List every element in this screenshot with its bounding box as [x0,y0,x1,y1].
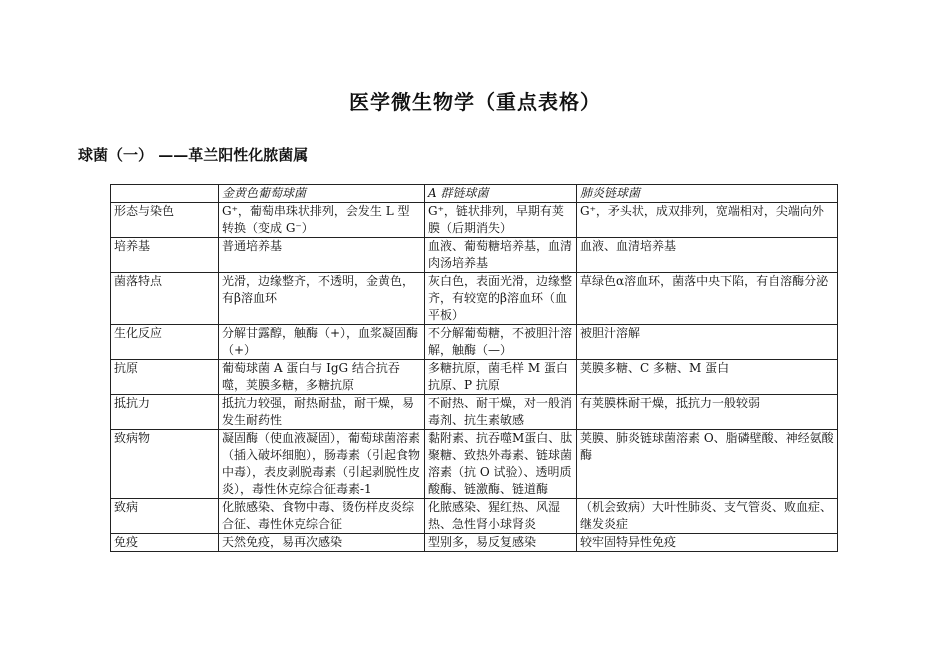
table-cell: 分解甘露醇，触酶（+），血浆凝固酶（+） [219,325,425,360]
table-cell: 草绿色α溶血环，菌落中央下陷，有自溶酶分泌 [577,273,838,325]
table-cell: 较牢固特异性免疫 [577,534,838,552]
table-row [111,238,838,273]
table-cell: 不分解葡萄糖，不被胆汁溶解，触酶（—） [425,325,577,360]
table-cell: G⁺，葡萄串珠状排列，会发生 L 型转换（变成 G⁻） [219,203,425,238]
header-cell: 金黄色葡萄球菌 [219,185,425,203]
table-cell: 不耐热、耐干燥，对一般消毒剂、抗生素敏感 [425,395,577,430]
row-label: 致病 [111,499,219,534]
table-cell: 荚膜、肺炎链球菌溶素 O、脂磷壁酸、神经氨酸酶 [577,430,838,499]
table-cell: 光滑，边缘整齐，不透明，金黄色，有β溶血环 [219,273,425,325]
table-cell: 型别多，易反复感染 [425,534,577,552]
row-label: 生化反应 [111,325,219,360]
table-row [111,395,838,430]
table-cell: 抵抗力较强，耐热耐盐，耐干燥，易发生耐药性 [219,395,425,430]
table-cell: G⁺，链状排列，早期有荚膜（后期消失） [425,203,577,238]
table-cell: 化脓感染、猩红热、风湿热、急性肾小球肾炎 [425,499,577,534]
table-cell: （机会致病）大叶性肺炎、支气管炎、败血症、继发炎症 [577,499,838,534]
table-header-row [111,185,838,203]
table-cell: 被胆汁溶解 [577,325,838,360]
table-cell: 血液、血清培养基 [577,238,838,273]
table-cell: 血液、葡萄糖培养基，血清肉汤培养基 [425,238,577,273]
section-heading: 球菌（一） ——革兰阳性化脓菌属 [78,146,309,164]
row-label: 形态与染色 [111,203,219,238]
comparison-table [110,184,838,552]
table-row [111,325,838,360]
page-title: 医学微生物学（重点表格） [349,90,601,114]
table-cell: 葡萄球菌 A 蛋白与 IgG 结合抗吞噬，荚膜多糖，多糖抗原 [219,360,425,395]
header-cell: A 群链球菌 [425,185,577,203]
table-cell: 化脓感染、食物中毒、烫伤样皮炎综合征、毒性休克综合征 [219,499,425,534]
row-label: 培养基 [111,238,219,273]
table-cell: 黏附素、抗吞噬M蛋白、肽聚糖、致热外毒素、链球菌溶素（抗 O 试验）、透明质酸酶、链激酶、链道酶 [425,430,577,499]
row-label: 抵抗力 [111,395,219,430]
table-cell: G⁺，矛头状，成双排列，宽端相对，尖端向外 [577,203,838,238]
table-cell: 凝固酶（使血液凝固），葡萄球菌溶素（插入破坏细胞），肠毒素（引起食物中毒），表皮剥脱毒素（引起剥脱性皮炎），毒性休克综合征毒素-1 [219,430,425,499]
header-cell [111,185,219,203]
table-row [111,499,838,534]
table-cell: 荚膜多糖、C 多糖、M 蛋白 [577,360,838,395]
row-label: 免疫 [111,534,219,552]
row-label: 菌落特点 [111,273,219,325]
row-label: 致病物 [111,430,219,499]
table-row [111,203,838,238]
header-cell: 肺炎链球菌 [577,185,838,203]
row-label: 抗原 [111,360,219,395]
table-cell: 灰白色，表面光滑，边缘整齐，有较宽的β溶血环（血平板） [425,273,577,325]
table-cell: 普通培养基 [219,238,425,273]
table-cell: 天然免疫，易再次感染 [219,534,425,552]
table-row [111,430,838,499]
table-row [111,360,838,395]
table-cell: 多糖抗原，菌毛样 M 蛋白抗原、P 抗原 [425,360,577,395]
table-cell: 有荚膜株耐干燥，抵抗力一般较弱 [577,395,838,430]
table-row [111,534,838,552]
table-row [111,273,838,325]
